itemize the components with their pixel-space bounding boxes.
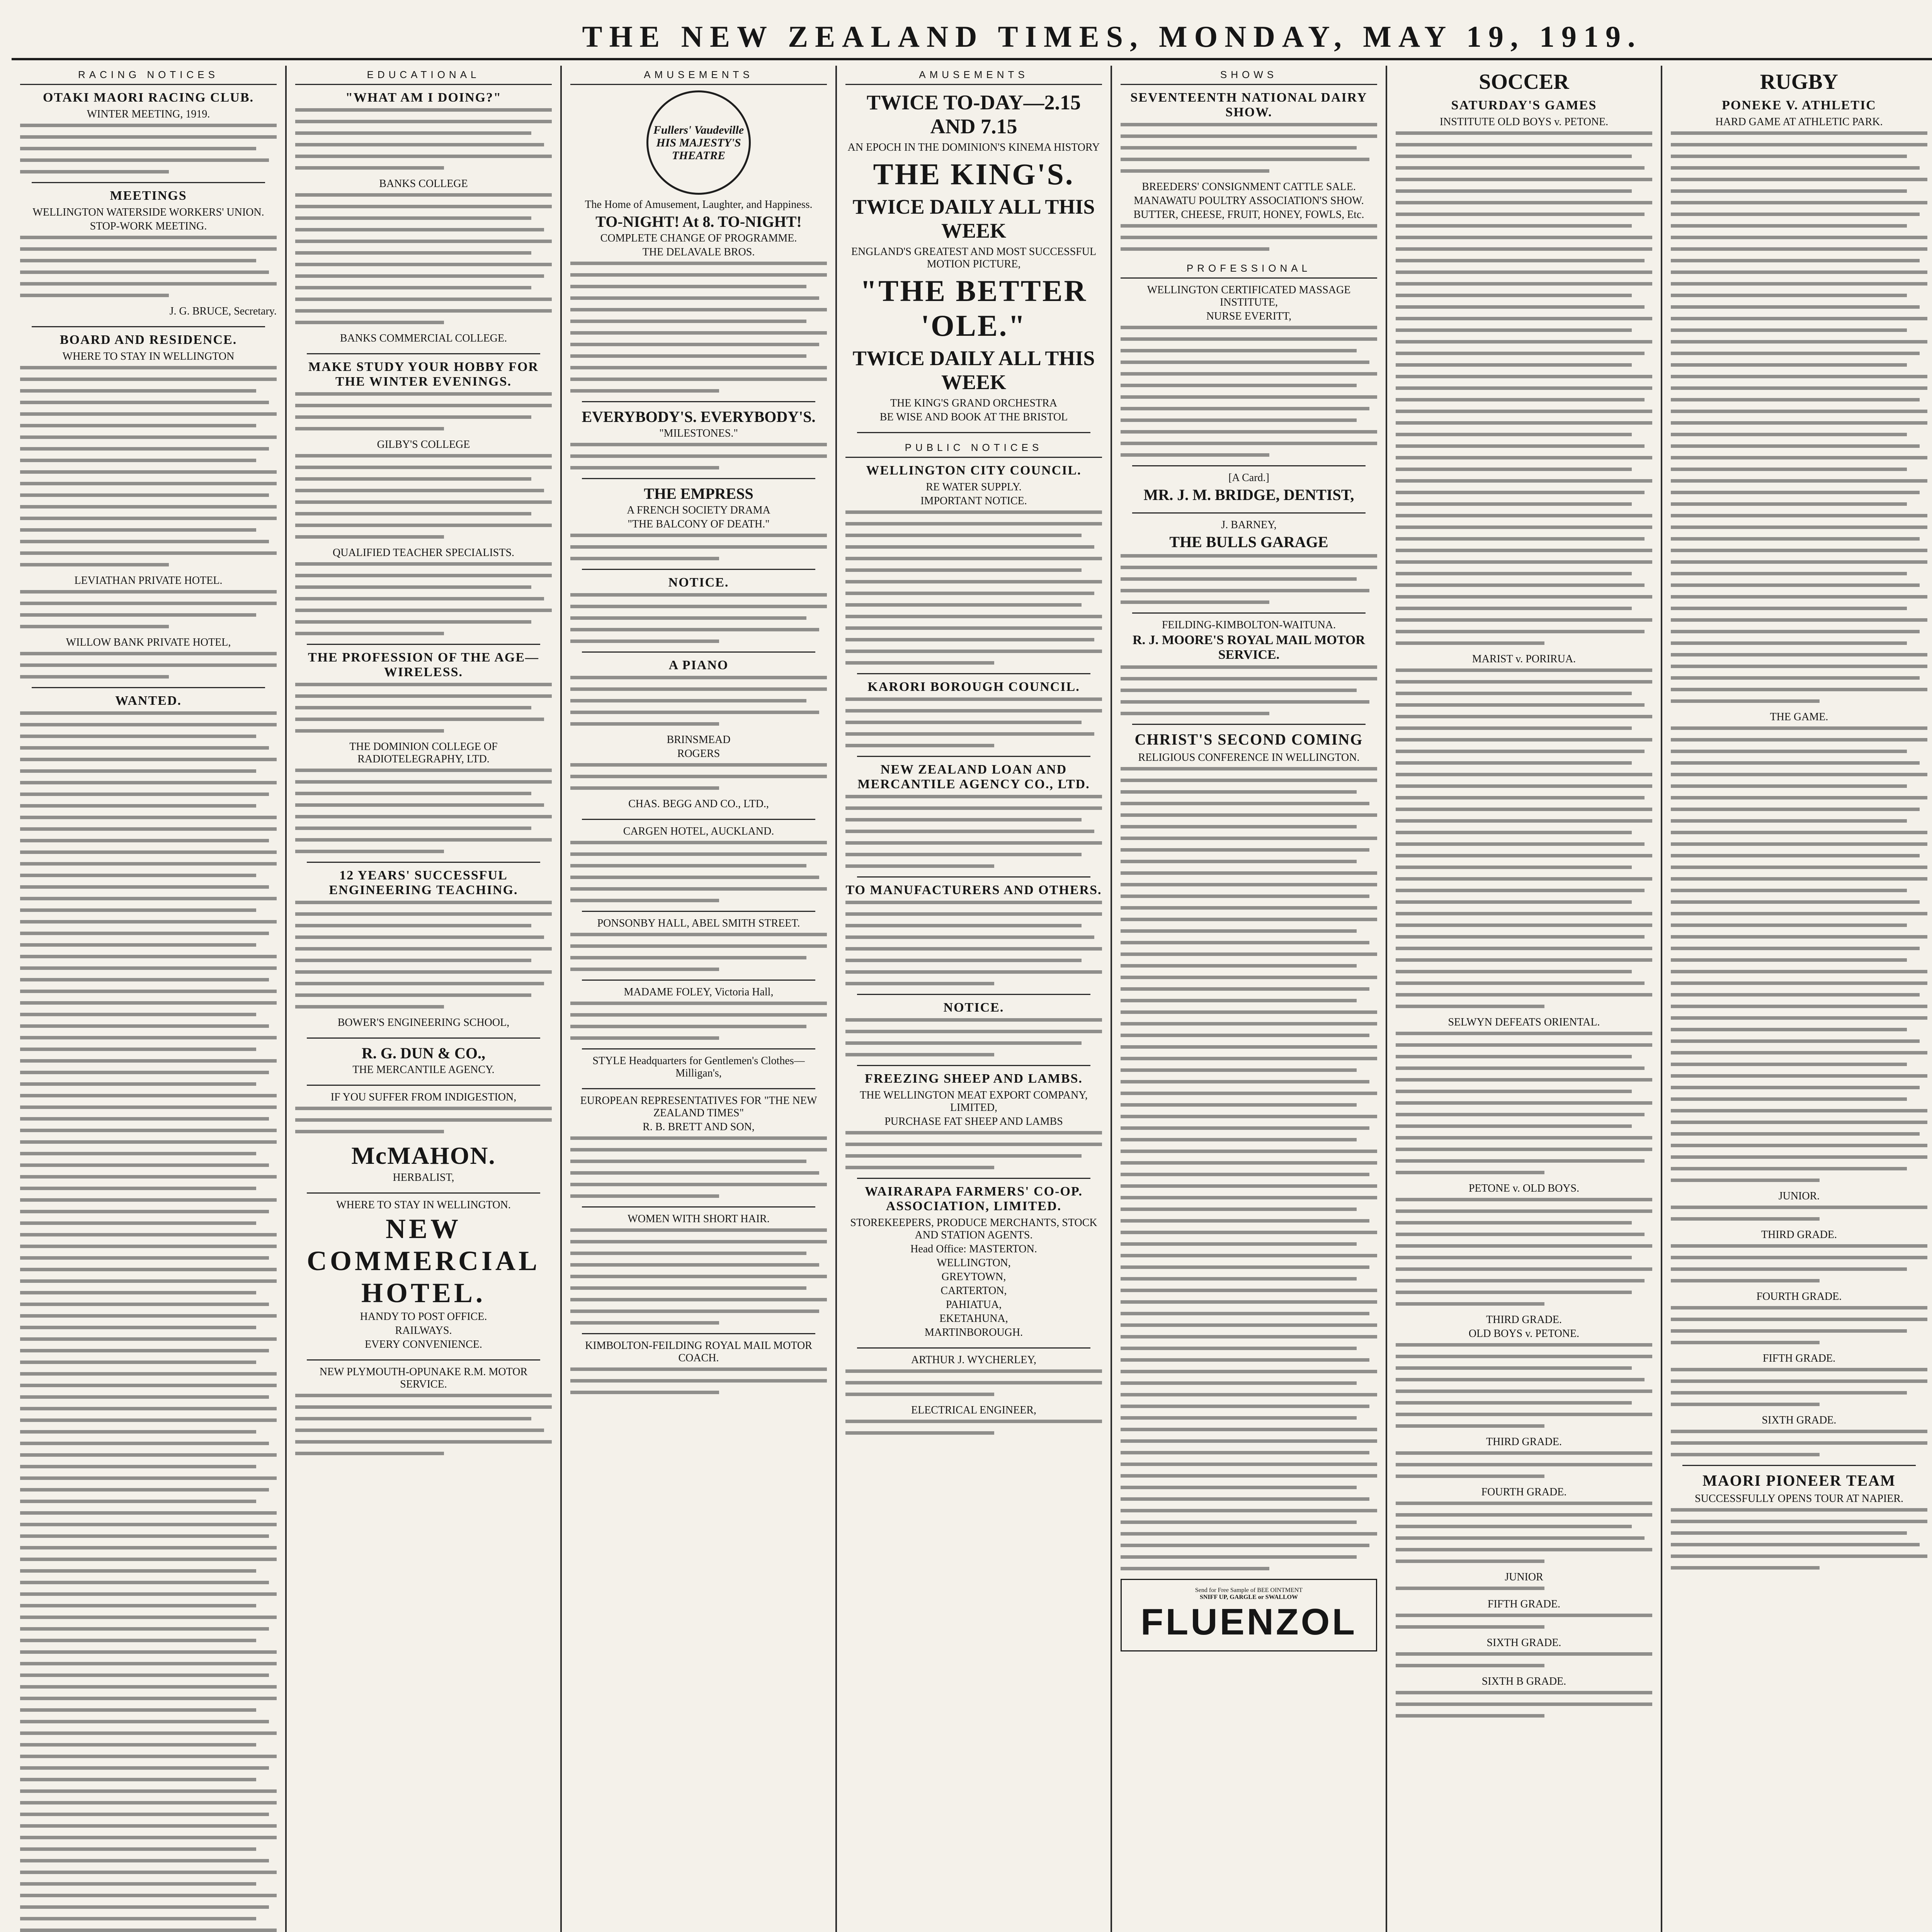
ad-subheading: BUTTER, CHEESE, FRUIT, HONEY, FOWLS, Etc.: [1133, 209, 1364, 221]
article-heading: SATURDAY'S GAMES: [1451, 98, 1597, 112]
manufacturers-notice: [845, 883, 1102, 985]
mcmahon-ad: [295, 1091, 552, 1184]
text-block: [1121, 665, 1377, 715]
article-text: [1396, 1691, 1652, 1718]
ad-subheading: SNIFF UP, GARGLE or SWALLOW: [1199, 1594, 1298, 1600]
brand-name: FLUENZOL: [1141, 1601, 1357, 1643]
ad-subheading: THE DOMINION COLLEGE OF RADIOTELEGRAPHY, LTD.: [349, 741, 498, 765]
ad-subheading: WELLINGTON CERTIFICATED MASSAGE INSTITUTE,: [1147, 284, 1351, 308]
text-block: [570, 534, 827, 560]
divider: [857, 1178, 1090, 1179]
text-block: [845, 1369, 1102, 1396]
article-subheading: SUCCESSFULLY OPENS TOUR AT NAPIER.: [1695, 1493, 1903, 1505]
divider: [307, 1037, 540, 1039]
ad-subheading: ENGLAND'S GREATEST AND MOST SUCCESSFUL MOTION PICTURE,: [851, 246, 1097, 270]
article-text: [1671, 1508, 1927, 1570]
divider: [582, 569, 815, 570]
fullers-ad: [570, 199, 827, 393]
text-block: [570, 443, 827, 469]
ad-heading: TO-NIGHT! At 8. TO-NIGHT!: [595, 213, 802, 230]
ad-subheading: The Home of Amusement, Laughter, and Happiness.: [585, 199, 813, 211]
fluenzol-ad: [1121, 1579, 1377, 1651]
text-block: [20, 652, 277, 679]
text-block: [570, 1367, 827, 1394]
article-text: [1671, 1368, 1927, 1406]
article-text: [1396, 1343, 1652, 1428]
column-soccer: [1387, 66, 1662, 1932]
divider: [32, 687, 265, 688]
divider: [582, 980, 815, 981]
ad-heading: THE KING'S.: [873, 157, 1075, 191]
article-subheading: SIXTH B GRADE.: [1481, 1675, 1566, 1687]
ad-heading: "THE BETTER 'OLE.": [860, 274, 1087, 342]
divider: [1132, 465, 1366, 466]
ad-subheading: R. B. BRETT AND SON,: [643, 1121, 755, 1133]
text-block: [570, 763, 827, 790]
ad-heading: EVERYBODY'S. EVERYBODY'S.: [582, 408, 816, 425]
article-text: [1396, 1451, 1652, 1478]
banks-college-ad: [295, 90, 552, 345]
column-header: AMUSEMENTS: [845, 66, 1102, 85]
article-subheading: THIRD GRADE.: [1486, 1436, 1562, 1448]
article-subheading: SIXTH GRADE.: [1486, 1637, 1561, 1649]
notice-subheading: WINTER MEETING, 1919.: [87, 108, 210, 120]
text-block: [20, 236, 277, 297]
cargen-ad: [570, 825, 827, 902]
column-header: EDUCATIONAL: [295, 66, 552, 85]
ad-subheading: "THE BALCONY OF DEATH.": [628, 518, 770, 530]
divider: [857, 876, 1090, 878]
text-block: [1121, 554, 1377, 604]
racing-club-notice: [20, 90, 277, 173]
divider: [307, 1085, 540, 1086]
wycherley-ad: [845, 1354, 1102, 1435]
section-header: PROFESSIONAL: [1121, 259, 1377, 279]
divider: [582, 1333, 815, 1334]
notice-heading: WAIRARAPA FARMERS' CO-OP. ASSOCIATION, LIMITED.: [864, 1184, 1083, 1213]
section-heading: BOARD AND RESIDENCE.: [60, 333, 237, 347]
notice-subheading: STOP-WORK MEETING.: [90, 220, 207, 232]
text-block: [295, 562, 552, 635]
article-subheading: SIXTH GRADE.: [1762, 1414, 1837, 1426]
text-block: [845, 510, 1102, 665]
ad-subheading: ELECTRICAL ENGINEER,: [911, 1404, 1037, 1416]
divider: [307, 862, 540, 863]
ad-subheading: J. BARNEY,: [1221, 519, 1277, 531]
ad-subheading: HANDY TO POST OFFICE.: [360, 1311, 487, 1323]
notice-heading: FREEZING SHEEP AND LAMBS.: [865, 1071, 1083, 1086]
ad-heading: THE EMPRESS: [644, 485, 753, 502]
gilbys-ad: [295, 360, 552, 635]
text-block: [570, 841, 827, 902]
milligans-ad: [570, 1055, 827, 1080]
masthead-title: THE NEW ZEALAND TIMES, MONDAY, MAY 19, 1919.: [582, 20, 1642, 53]
section-heading: WANTED.: [115, 694, 182, 708]
divider: [582, 401, 815, 402]
branch: PAHIATUA,: [946, 1299, 1002, 1311]
ad-heading: McMAHON.: [351, 1142, 496, 1169]
branch: CARTERTON,: [940, 1285, 1007, 1297]
branch: WELLINGTON,: [937, 1257, 1011, 1269]
foley-ad: [570, 986, 827, 1040]
ad-heading: THE PROFESSION OF THE AGE—WIRELESS.: [308, 650, 539, 679]
article-subheading: INSTITUTE OLD BOYS v. PETONE.: [1439, 116, 1609, 128]
ad-subheading: GILBY'S COLLEGE: [377, 439, 470, 451]
divider: [32, 326, 265, 327]
divider: [582, 1088, 815, 1089]
ad-subheading: ROGERS: [677, 748, 720, 760]
text-block: [570, 262, 827, 393]
ad-subheading: EVERY CONVENIENCE.: [365, 1338, 482, 1350]
text-block: [845, 1131, 1102, 1169]
ad-subheading: WHERE TO STAY IN WELLINGTON.: [336, 1199, 511, 1211]
text-block: [20, 366, 277, 566]
section-header: PUBLIC NOTICES: [845, 439, 1102, 458]
text-block: [845, 1018, 1102, 1056]
text-block: [1121, 123, 1377, 173]
ad-heading: TWICE DAILY ALL THIS WEEK: [852, 347, 1095, 394]
divider: [582, 1206, 815, 1208]
notice-heading: WELLINGTON CITY COUNCIL.: [866, 463, 1082, 478]
ad-heading: R. J. MOORE'S ROYAL MAIL MOTOR SERVICE.: [1133, 633, 1365, 662]
ad-subheading: [A Card.]: [1228, 472, 1269, 484]
text-block: [845, 795, 1102, 868]
text-block: [570, 1228, 827, 1325]
divider: [307, 644, 540, 645]
divider: [582, 911, 815, 912]
ad-subheading: COMPLETE CHANGE OF PROGRAMME.: [600, 232, 797, 244]
ad-subheading: PONSONBY HALL, ABEL SMITH STREET.: [597, 917, 800, 929]
text-block: [570, 1136, 827, 1198]
branch: GREYTOWN,: [941, 1271, 1006, 1283]
section-title: SOCCER: [1479, 70, 1569, 94]
ad-subheading: AN EPOCH IN THE DOMINION'S KINEMA HISTORY: [847, 141, 1100, 153]
ad-subheading: EUROPEAN REPRESENTATIVES FOR "THE NEW ZEALAND TIMES": [580, 1095, 817, 1119]
notice-subheading: IMPORTANT NOTICE.: [920, 495, 1027, 507]
text-block: [570, 593, 827, 643]
massage-ad: [1121, 284, 1377, 457]
divider: [857, 1347, 1090, 1349]
ad-subheading: THE MERCANTILE AGENCY.: [352, 1064, 495, 1076]
column-racing-notices: [12, 66, 287, 1932]
divider: [857, 673, 1090, 674]
ad-heading: MAKE STUDY YOUR HOBBY FOR THE WINTER EVENINGS.: [308, 360, 539, 389]
article-text: [1396, 1614, 1652, 1629]
divider: [1682, 1465, 1916, 1466]
article-heading: CHRIST'S SECOND COMING: [1134, 731, 1363, 748]
divider: [32, 182, 265, 183]
karori-notice: [845, 680, 1102, 747]
ad-subheading: BRINSMEAD: [667, 734, 731, 746]
garage-ad: [1121, 519, 1377, 604]
article-text: [1396, 1032, 1652, 1174]
divider: [1132, 512, 1366, 514]
branch: MARTINBOROUGH.: [924, 1327, 1023, 1338]
empress-ad: [570, 485, 827, 560]
ad-heading: SEVENTEENTH NATIONAL DAIRY SHOW.: [1130, 90, 1367, 119]
article-subheading: SELWYN DEFEATS ORIENTAL.: [1448, 1016, 1600, 1028]
ad-subheading: BREEDERS' CONSIGNMENT CATTLE SALE.: [1142, 181, 1356, 193]
maori-team-article: [1671, 1471, 1927, 1570]
notice: [570, 575, 827, 643]
ad-heading: MR. J. M. BRIDGE, DENTIST,: [1143, 486, 1354, 503]
article-subheading: RELIGIOUS CONFERENCE IN WELLINGTON.: [1138, 752, 1360, 764]
ad-subheading: HERBALIST,: [393, 1172, 454, 1184]
ad-heading: THE BULLS GARAGE: [1169, 533, 1328, 551]
ad-subheading: A FRENCH SOCIETY DRAMA: [627, 504, 770, 516]
ad-subheading: MADAME FOLEY, Victoria Hall,: [624, 986, 774, 998]
ad-subheading: CHAS. BEGG AND CO., LTD.,: [628, 798, 769, 810]
ad-heading: 12 YEARS' SUCCESSFUL ENGINEERING TEACHING.: [329, 868, 518, 897]
short-hair-ad: [570, 1213, 827, 1325]
water-notice: [845, 463, 1102, 665]
article-subheading: FOURTH GRADE.: [1756, 1291, 1842, 1303]
notice-subheading: PURCHASE FAT SHEEP AND LAMBS: [884, 1116, 1063, 1128]
second-coming-article: [1121, 730, 1377, 1570]
divider: [857, 994, 1090, 995]
soccer-article: [1396, 98, 1652, 1718]
european-reps-ad: [570, 1095, 827, 1198]
article-subheading: FIFTH GRADE.: [1762, 1352, 1836, 1364]
notice-heading: NOTICE.: [943, 1000, 1004, 1015]
text-block: [295, 1394, 552, 1455]
text-block: [845, 697, 1102, 747]
ad-subheading: THE DELAVALE BROS.: [642, 246, 755, 258]
divider: [582, 651, 815, 653]
text-block: [1121, 224, 1377, 251]
ad-heading: TWICE TO-DAY—2.15 AND 7.15: [866, 91, 1081, 138]
article-heading: MAORI PIONEER TEAM: [1702, 1472, 1896, 1489]
ad-heading: TWICE DAILY ALL THIS WEEK: [852, 195, 1095, 242]
article-text: [1121, 767, 1377, 1570]
article-subheading: JUNIOR.: [1778, 1190, 1820, 1202]
ad-heading: R. G. DUN & CO.,: [362, 1044, 485, 1062]
branch: Head Office: MASTERTON.: [910, 1243, 1037, 1255]
divider: [582, 478, 815, 479]
text-block: [295, 392, 552, 430]
divider: [1132, 612, 1366, 614]
section-heading: MEETINGS: [110, 189, 187, 203]
ad-subheading: THE KING'S GRAND ORCHESTRA: [890, 397, 1058, 409]
text-block: [295, 1107, 552, 1133]
ponsonby-ad: [570, 917, 827, 971]
freezing-notice: [845, 1071, 1102, 1169]
article-subheading: FIFTH GRADE.: [1487, 1598, 1561, 1610]
ad-subheading: STYLE Headquarters for Gentlemen's Clothes—Milligan's,: [592, 1055, 805, 1079]
divider: [307, 353, 540, 354]
dun-ad: [295, 1044, 552, 1076]
text-block: [20, 711, 277, 1932]
article-subheading: THIRD GRADE.: [1761, 1229, 1837, 1241]
notice-heading: LEVIATHAN PRIVATE HOTEL.: [74, 575, 223, 587]
ad-subheading: ARTHUR J. WYCHERLEY,: [911, 1354, 1036, 1366]
article-text: [1396, 1502, 1652, 1563]
article-subheading: MARIST v. PORIRUA.: [1472, 653, 1576, 665]
column-amusements-2: [837, 66, 1112, 1932]
column-header: SHOWS: [1121, 66, 1377, 85]
column-educational: [287, 66, 562, 1932]
notice-heading: NEW ZEALAND LOAN AND MERCANTILE AGENCY CO., LTD.: [857, 762, 1090, 791]
article-subheading: JUNIOR: [1505, 1571, 1543, 1583]
hotel-ad: [295, 1199, 552, 1351]
text-block: [845, 901, 1102, 985]
signature: J. G. BRUCE, Secretary.: [169, 305, 277, 317]
article-text: [1671, 1206, 1927, 1221]
loan-notice: [845, 762, 1102, 868]
notice-heading: WILLOW BANK PRIVATE HOTEL,: [66, 636, 231, 648]
royal-mail-ad: [1121, 619, 1377, 715]
masthead: [12, 15, 1932, 60]
kimbolton-ad: [570, 1340, 827, 1394]
article-text: [1396, 1587, 1652, 1590]
everybodys-ad: [570, 408, 827, 469]
columns: [12, 66, 1932, 1932]
notice-heading: NOTICE.: [668, 575, 729, 590]
text-block: [295, 683, 552, 733]
ad-heading: "WHAT AM I DOING?": [345, 90, 502, 105]
article-text: [1396, 1198, 1652, 1306]
column-header: AMUSEMENTS: [570, 66, 827, 85]
engineering-ad: [295, 868, 552, 1029]
ad-subheading: MANAWATU POULTRY ASSOCIATION'S SHOW.: [1134, 195, 1364, 207]
article-text: [1396, 1652, 1652, 1667]
ad-subheading: Send for Free Sample of BEE OINTMENT: [1195, 1587, 1303, 1594]
notice-subheading: RE WATER SUPPLY.: [926, 481, 1022, 493]
repairs-notice: [845, 1000, 1102, 1056]
ad-heading: A PIANO: [668, 658, 729, 672]
text-block: [20, 124, 277, 173]
article-text: [1671, 1306, 1927, 1344]
ad-subheading: BOWER'S ENGINEERING SCHOOL,: [337, 1017, 510, 1029]
ad-subheading: IF YOU SUFFER FROM INDIGESTION,: [330, 1091, 517, 1103]
dairy-show-ad: [1121, 90, 1377, 251]
text-block: [570, 1002, 827, 1040]
branch: EKETAHUNA,: [939, 1313, 1008, 1325]
wanted-section: [20, 694, 277, 1932]
rugby-article: [1671, 98, 1927, 1456]
article-subheading: OLD BOYS v. PETONE.: [1468, 1328, 1580, 1340]
ad-subheading: BE WISE AND BOOK AT THE BRISTOL: [879, 411, 1068, 423]
column-amusements-1: [562, 66, 837, 1932]
wairarapa-ad: [845, 1184, 1102, 1339]
text-block: [20, 590, 277, 628]
ad-subheading: WOMEN WITH SHORT HAIR.: [628, 1213, 770, 1225]
ad-subheading: NEW PLYMOUTH-OPUNAKE R.M. MOTOR SERVICE.: [319, 1366, 528, 1390]
piano-ad: [570, 658, 827, 810]
article-text: [1396, 668, 1652, 1008]
divider: [1132, 724, 1366, 725]
ad-subheading: CARGEN HOTEL, AUCKLAND.: [623, 825, 774, 837]
meetings-section: [20, 189, 277, 318]
section-title: RUGBY: [1760, 70, 1838, 94]
text-block: [295, 901, 552, 1009]
text-block: [295, 108, 552, 170]
ad-heading: NEW COMMERCIAL HOTEL.: [307, 1213, 540, 1308]
article-subheading: THE GAME.: [1770, 711, 1828, 723]
divider: [307, 1359, 540, 1361]
motor-service-ad: [295, 1366, 552, 1455]
notice-heading: WELLINGTON WATERSIDE WORKERS' UNION.: [32, 206, 264, 218]
article-text: [1671, 1244, 1927, 1282]
ad-subheading: QUALIFIED TEACHER SPECIALISTS.: [332, 547, 515, 559]
dentist-ad: [1121, 472, 1377, 504]
article-text: [1671, 1430, 1927, 1456]
theatre-logo: Fullers' Vaudeville HIS MAJESTY'S THEATRE: [646, 90, 751, 195]
ad-subheading: KIMBOLTON-FEILDING ROYAL MAIL MOTOR COACH.: [585, 1340, 812, 1364]
column-header: RACING NOTICES: [20, 66, 277, 85]
board-section: [20, 333, 277, 679]
notice-subheading: THE WELLINGTON MEAT EXPORT COMPANY, LIMITED,: [860, 1089, 1088, 1114]
text-block: [295, 454, 552, 539]
divider: [582, 819, 815, 820]
article-text: [1396, 131, 1652, 645]
wireless-ad: [295, 650, 552, 853]
column-shows-professional: [1112, 66, 1387, 1932]
text-block: [295, 769, 552, 853]
ad-subheading: NURSE EVERITT,: [1206, 310, 1292, 322]
article-text: [1671, 131, 1927, 703]
divider: [857, 756, 1090, 757]
divider: [582, 1048, 815, 1049]
column-rugby: [1662, 66, 1932, 1932]
kings-theatre-ad: [845, 90, 1102, 423]
article-subheading: HARD GAME AT ATHLETIC PARK.: [1715, 116, 1883, 128]
divider: [857, 1065, 1090, 1066]
notice-heading: WHERE TO STAY IN WELLINGTON: [62, 350, 235, 362]
text-block: [845, 1420, 1102, 1435]
divider: [857, 432, 1090, 433]
article-subheading: FOURTH GRADE.: [1481, 1486, 1567, 1498]
text-block: [570, 676, 827, 726]
ad-subheading: "MILESTONES.": [659, 427, 738, 439]
text-block: [1121, 326, 1377, 457]
article-heading: PONEKE V. ATHLETIC: [1722, 98, 1876, 112]
article-subheading: THIRD GRADE.: [1486, 1314, 1562, 1326]
text-block: [570, 933, 827, 971]
article-subheading: PETONE v. OLD BOYS.: [1468, 1182, 1580, 1194]
ad-subheading: BANKS COLLEGE: [379, 178, 468, 190]
notice-heading: OTAKI MAORI RACING CLUB.: [43, 90, 254, 105]
article-text: [1671, 726, 1927, 1182]
notice-heading: TO MANUFACTURERS AND OTHERS.: [845, 883, 1102, 897]
ad-subheading: FEILDING-KIMBOLTON-WAITUNA.: [1162, 619, 1336, 631]
ad-subheading: BANKS COMMERCIAL COLLEGE.: [340, 332, 507, 344]
ad-subheading: RAILWAYS.: [395, 1325, 452, 1337]
notice-heading: KARORI BOROUGH COUNCIL.: [867, 680, 1080, 694]
notice-subheading: STOREKEEPERS, PRODUCE MERCHANTS, STOCK AND STATION AGENTS.: [850, 1217, 1097, 1241]
divider: [307, 1192, 540, 1194]
text-block: [295, 193, 552, 324]
